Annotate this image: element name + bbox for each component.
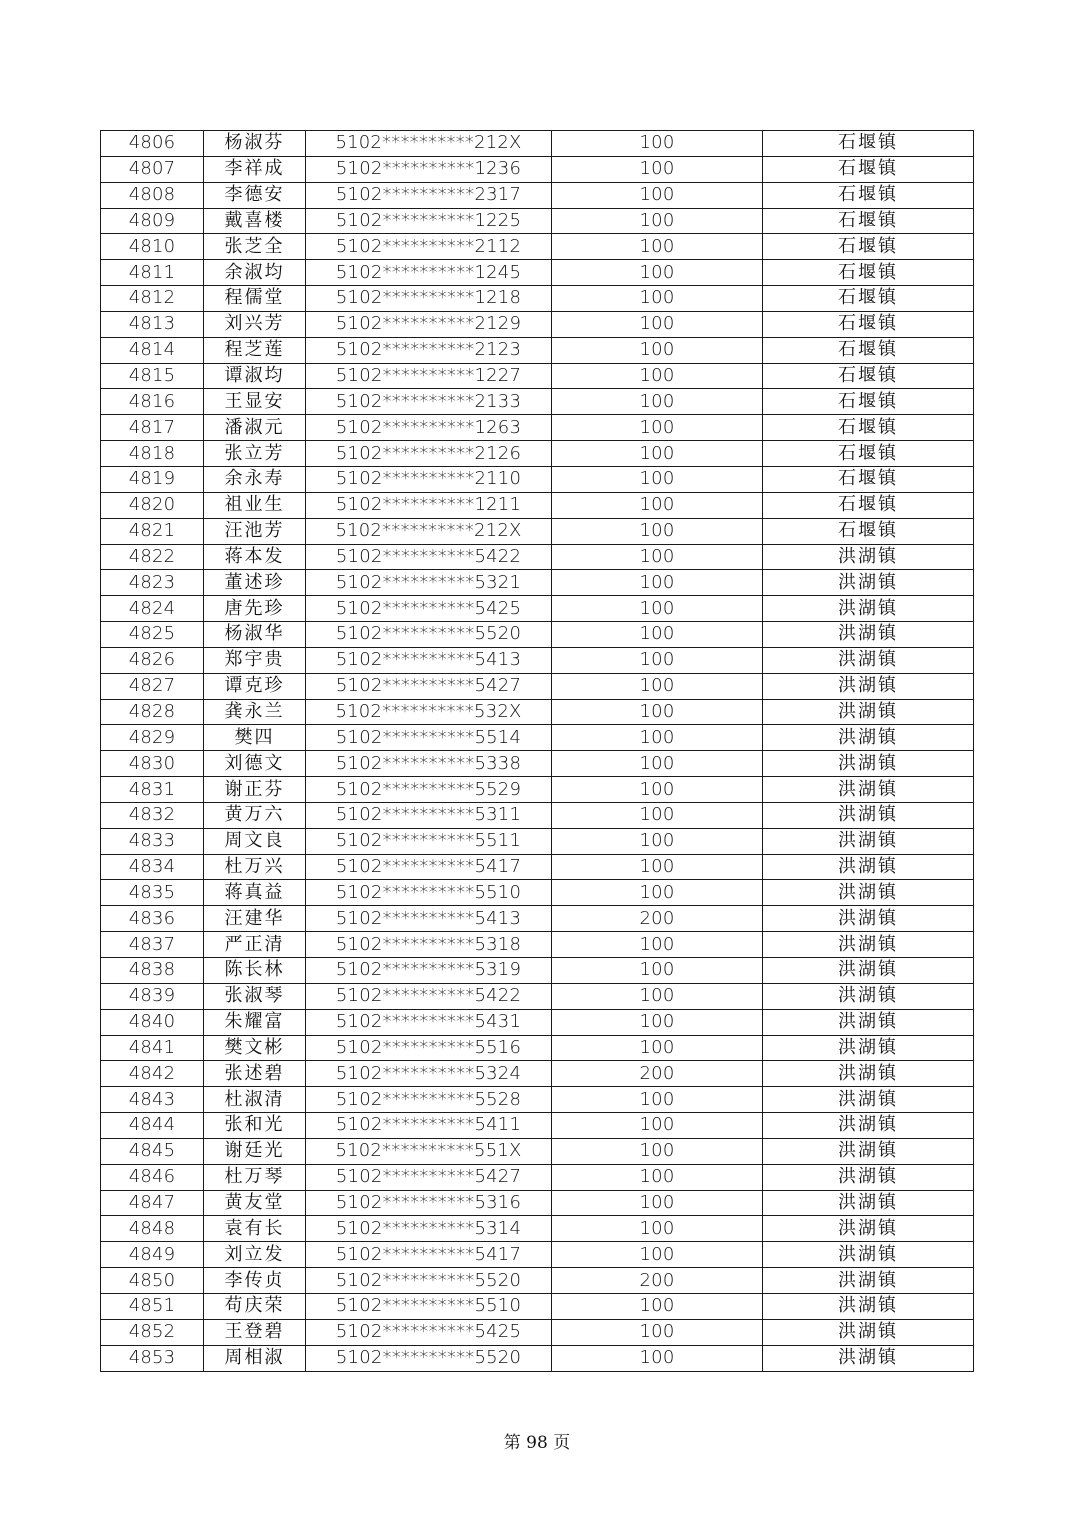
id-number-cell: 5102**********212X bbox=[306, 131, 552, 157]
id-number-cell: 5102**********5427 bbox=[306, 673, 552, 699]
town-cell: 洪湖镇 bbox=[763, 906, 974, 932]
amount-cell: 100 bbox=[552, 1345, 763, 1371]
amount-cell: 100 bbox=[552, 622, 763, 648]
table-row bbox=[101, 1009, 974, 1035]
town-cell: 洪湖镇 bbox=[763, 1190, 974, 1216]
town-cell: 石堰镇 bbox=[763, 156, 974, 182]
person-name-cell: 刘立发 bbox=[204, 1242, 306, 1268]
amount-cell: 100 bbox=[552, 983, 763, 1009]
id-number-cell: 5102**********5324 bbox=[306, 1061, 552, 1087]
table-row bbox=[101, 234, 974, 260]
table-row bbox=[101, 441, 974, 467]
row-number-cell: 4831 bbox=[101, 777, 204, 803]
person-name-cell: 张立芳 bbox=[204, 441, 306, 467]
person-name-cell: 王显安 bbox=[204, 389, 306, 415]
amount-cell: 100 bbox=[552, 880, 763, 906]
id-number-cell: 5102**********2129 bbox=[306, 311, 552, 337]
row-number-cell: 4826 bbox=[101, 647, 204, 673]
roster-table-body bbox=[101, 131, 974, 1372]
row-number-cell: 4848 bbox=[101, 1216, 204, 1242]
amount-cell: 100 bbox=[552, 751, 763, 777]
town-cell: 洪湖镇 bbox=[763, 1293, 974, 1319]
row-number-cell: 4820 bbox=[101, 492, 204, 518]
row-number-cell: 4832 bbox=[101, 802, 204, 828]
id-number-cell: 5102**********5422 bbox=[306, 544, 552, 570]
id-number-cell: 5102**********1236 bbox=[306, 156, 552, 182]
row-number-cell: 4840 bbox=[101, 1009, 204, 1035]
table-row bbox=[101, 596, 974, 622]
amount-cell: 100 bbox=[552, 725, 763, 751]
person-name-cell: 樊文彬 bbox=[204, 1035, 306, 1061]
id-number-cell: 5102**********212X bbox=[306, 518, 552, 544]
amount-cell: 100 bbox=[552, 570, 763, 596]
table-row bbox=[101, 1190, 974, 1216]
town-cell: 石堰镇 bbox=[763, 389, 974, 415]
id-number-cell: 5102**********5411 bbox=[306, 1113, 552, 1139]
town-cell: 洪湖镇 bbox=[763, 958, 974, 984]
table-row bbox=[101, 518, 974, 544]
amount-cell: 100 bbox=[552, 1319, 763, 1345]
person-name-cell: 袁有长 bbox=[204, 1216, 306, 1242]
amount-cell: 200 bbox=[552, 1061, 763, 1087]
amount-cell: 100 bbox=[552, 828, 763, 854]
town-cell: 石堰镇 bbox=[763, 131, 974, 157]
table-row bbox=[101, 1061, 974, 1087]
row-number-cell: 4812 bbox=[101, 286, 204, 312]
amount-cell: 100 bbox=[552, 958, 763, 984]
person-name-cell: 杜万兴 bbox=[204, 854, 306, 880]
amount-cell: 100 bbox=[552, 1242, 763, 1268]
id-number-cell: 5102**********2126 bbox=[306, 441, 552, 467]
person-name-cell: 陈长林 bbox=[204, 958, 306, 984]
amount-cell: 100 bbox=[552, 854, 763, 880]
amount-cell: 100 bbox=[552, 544, 763, 570]
table-row bbox=[101, 699, 974, 725]
amount-cell: 100 bbox=[552, 286, 763, 312]
person-name-cell: 朱耀富 bbox=[204, 1009, 306, 1035]
id-number-cell: 5102**********1218 bbox=[306, 286, 552, 312]
table-row bbox=[101, 311, 974, 337]
row-number-cell: 4817 bbox=[101, 415, 204, 441]
row-number-cell: 4833 bbox=[101, 828, 204, 854]
id-number-cell: 5102**********5413 bbox=[306, 647, 552, 673]
id-number-cell: 5102**********5413 bbox=[306, 906, 552, 932]
amount-cell: 100 bbox=[552, 441, 763, 467]
id-number-cell: 5102**********5311 bbox=[306, 802, 552, 828]
person-name-cell: 黄万六 bbox=[204, 802, 306, 828]
row-number-cell: 4810 bbox=[101, 234, 204, 260]
row-number-cell: 4808 bbox=[101, 182, 204, 208]
person-name-cell: 谢廷光 bbox=[204, 1138, 306, 1164]
person-name-cell: 张和光 bbox=[204, 1113, 306, 1139]
row-number-cell: 4838 bbox=[101, 958, 204, 984]
person-name-cell: 祖业生 bbox=[204, 492, 306, 518]
amount-cell: 100 bbox=[552, 1164, 763, 1190]
row-number-cell: 4849 bbox=[101, 1242, 204, 1268]
row-number-cell: 4839 bbox=[101, 983, 204, 1009]
amount-cell: 100 bbox=[552, 699, 763, 725]
town-cell: 石堰镇 bbox=[763, 518, 974, 544]
id-number-cell: 5102**********5510 bbox=[306, 880, 552, 906]
person-name-cell: 谭淑均 bbox=[204, 363, 306, 389]
row-number-cell: 4821 bbox=[101, 518, 204, 544]
amount-cell: 100 bbox=[552, 1190, 763, 1216]
town-cell: 洪湖镇 bbox=[763, 622, 974, 648]
town-cell: 洪湖镇 bbox=[763, 802, 974, 828]
table-row bbox=[101, 828, 974, 854]
id-number-cell: 5102**********1211 bbox=[306, 492, 552, 518]
amount-cell: 100 bbox=[552, 234, 763, 260]
id-number-cell: 5102**********5516 bbox=[306, 1035, 552, 1061]
person-name-cell: 苟庆荣 bbox=[204, 1293, 306, 1319]
town-cell: 石堰镇 bbox=[763, 182, 974, 208]
table-row bbox=[101, 1293, 974, 1319]
id-number-cell: 5102**********5417 bbox=[306, 854, 552, 880]
row-number-cell: 4827 bbox=[101, 673, 204, 699]
amount-cell: 100 bbox=[552, 363, 763, 389]
amount-cell: 100 bbox=[552, 492, 763, 518]
town-cell: 石堰镇 bbox=[763, 234, 974, 260]
row-number-cell: 4845 bbox=[101, 1138, 204, 1164]
town-cell: 石堰镇 bbox=[763, 466, 974, 492]
amount-cell: 100 bbox=[552, 1087, 763, 1113]
row-number-cell: 4828 bbox=[101, 699, 204, 725]
row-number-cell: 4834 bbox=[101, 854, 204, 880]
id-number-cell: 5102**********2133 bbox=[306, 389, 552, 415]
person-name-cell: 龚永兰 bbox=[204, 699, 306, 725]
person-name-cell: 蒋真益 bbox=[204, 880, 306, 906]
amount-cell: 100 bbox=[552, 673, 763, 699]
town-cell: 洪湖镇 bbox=[763, 828, 974, 854]
table-row bbox=[101, 906, 974, 932]
person-name-cell: 汪池芳 bbox=[204, 518, 306, 544]
town-cell: 洪湖镇 bbox=[763, 725, 974, 751]
town-cell: 洪湖镇 bbox=[763, 1035, 974, 1061]
id-number-cell: 5102**********5319 bbox=[306, 958, 552, 984]
table-row bbox=[101, 983, 974, 1009]
town-cell: 洪湖镇 bbox=[763, 932, 974, 958]
table-row bbox=[101, 725, 974, 751]
row-number-cell: 4809 bbox=[101, 208, 204, 234]
row-number-cell: 4842 bbox=[101, 1061, 204, 1087]
table-row bbox=[101, 777, 974, 803]
amount-cell: 100 bbox=[552, 518, 763, 544]
row-number-cell: 4850 bbox=[101, 1268, 204, 1294]
id-number-cell: 5102**********5431 bbox=[306, 1009, 552, 1035]
amount-cell: 100 bbox=[552, 1293, 763, 1319]
person-name-cell: 潘淑元 bbox=[204, 415, 306, 441]
id-number-cell: 5102**********5338 bbox=[306, 751, 552, 777]
person-name-cell: 郑宇贵 bbox=[204, 647, 306, 673]
row-number-cell: 4823 bbox=[101, 570, 204, 596]
row-number-cell: 4846 bbox=[101, 1164, 204, 1190]
town-cell: 石堰镇 bbox=[763, 415, 974, 441]
id-number-cell: 5102**********2112 bbox=[306, 234, 552, 260]
table-row bbox=[101, 1113, 974, 1139]
town-cell: 洪湖镇 bbox=[763, 544, 974, 570]
town-cell: 洪湖镇 bbox=[763, 777, 974, 803]
table-row bbox=[101, 1138, 974, 1164]
person-name-cell: 汪建华 bbox=[204, 906, 306, 932]
amount-cell: 100 bbox=[552, 1009, 763, 1035]
town-cell: 洪湖镇 bbox=[763, 1319, 974, 1345]
person-name-cell: 程芝莲 bbox=[204, 337, 306, 363]
amount-cell: 100 bbox=[552, 596, 763, 622]
row-number-cell: 4822 bbox=[101, 544, 204, 570]
table-row bbox=[101, 1345, 974, 1371]
amount-cell: 100 bbox=[552, 1113, 763, 1139]
table-row bbox=[101, 260, 974, 286]
town-cell: 洪湖镇 bbox=[763, 1268, 974, 1294]
town-cell: 洪湖镇 bbox=[763, 1009, 974, 1035]
person-name-cell: 戴喜楼 bbox=[204, 208, 306, 234]
table-row bbox=[101, 286, 974, 312]
town-cell: 洪湖镇 bbox=[763, 1061, 974, 1087]
town-cell: 石堰镇 bbox=[763, 441, 974, 467]
id-number-cell: 5102**********1263 bbox=[306, 415, 552, 441]
person-name-cell: 樊四 bbox=[204, 725, 306, 751]
amount-cell: 100 bbox=[552, 337, 763, 363]
person-name-cell: 张芝全 bbox=[204, 234, 306, 260]
row-number-cell: 4807 bbox=[101, 156, 204, 182]
table-row bbox=[101, 1319, 974, 1345]
id-number-cell: 5102**********5529 bbox=[306, 777, 552, 803]
row-number-cell: 4835 bbox=[101, 880, 204, 906]
person-name-cell: 唐先珍 bbox=[204, 596, 306, 622]
town-cell: 石堰镇 bbox=[763, 337, 974, 363]
id-number-cell: 5102**********5425 bbox=[306, 1319, 552, 1345]
amount-cell: 200 bbox=[552, 1268, 763, 1294]
person-name-cell: 蒋本发 bbox=[204, 544, 306, 570]
row-number-cell: 4853 bbox=[101, 1345, 204, 1371]
person-name-cell: 李祥成 bbox=[204, 156, 306, 182]
row-number-cell: 4824 bbox=[101, 596, 204, 622]
person-name-cell: 严正清 bbox=[204, 932, 306, 958]
amount-cell: 100 bbox=[552, 389, 763, 415]
person-name-cell: 余淑均 bbox=[204, 260, 306, 286]
amount-cell: 100 bbox=[552, 1138, 763, 1164]
town-cell: 洪湖镇 bbox=[763, 596, 974, 622]
id-number-cell: 5102**********1227 bbox=[306, 363, 552, 389]
id-number-cell: 5102**********5425 bbox=[306, 596, 552, 622]
row-number-cell: 4851 bbox=[101, 1293, 204, 1319]
town-cell: 洪湖镇 bbox=[763, 673, 974, 699]
page-number: 第 98 页 bbox=[503, 1433, 571, 1453]
person-name-cell: 杜万琴 bbox=[204, 1164, 306, 1190]
table-row bbox=[101, 1216, 974, 1242]
table-row bbox=[101, 415, 974, 441]
table-row bbox=[101, 1164, 974, 1190]
table-row bbox=[101, 932, 974, 958]
town-cell: 石堰镇 bbox=[763, 260, 974, 286]
id-number-cell: 5102**********532X bbox=[306, 699, 552, 725]
row-number-cell: 4814 bbox=[101, 337, 204, 363]
id-number-cell: 5102**********5427 bbox=[306, 1164, 552, 1190]
row-number-cell: 4811 bbox=[101, 260, 204, 286]
person-name-cell: 刘德文 bbox=[204, 751, 306, 777]
table-row bbox=[101, 337, 974, 363]
table-row bbox=[101, 647, 974, 673]
town-cell: 洪湖镇 bbox=[763, 647, 974, 673]
town-cell: 洪湖镇 bbox=[763, 1113, 974, 1139]
subsidy-roster-table bbox=[100, 130, 974, 1372]
row-number-cell: 4852 bbox=[101, 1319, 204, 1345]
person-name-cell: 程儒堂 bbox=[204, 286, 306, 312]
id-number-cell: 5102**********5314 bbox=[306, 1216, 552, 1242]
id-number-cell: 5102**********2317 bbox=[306, 182, 552, 208]
id-number-cell: 5102**********5321 bbox=[306, 570, 552, 596]
person-name-cell: 杨淑芬 bbox=[204, 131, 306, 157]
town-cell: 洪湖镇 bbox=[763, 1087, 974, 1113]
id-number-cell: 5102**********5520 bbox=[306, 622, 552, 648]
table-row bbox=[101, 673, 974, 699]
amount-cell: 100 bbox=[552, 208, 763, 234]
table-row bbox=[101, 208, 974, 234]
table-row bbox=[101, 854, 974, 880]
person-name-cell: 杜淑清 bbox=[204, 1087, 306, 1113]
id-number-cell: 5102**********5528 bbox=[306, 1087, 552, 1113]
row-number-cell: 4836 bbox=[101, 906, 204, 932]
table-row bbox=[101, 622, 974, 648]
row-number-cell: 4813 bbox=[101, 311, 204, 337]
id-number-cell: 5102**********5511 bbox=[306, 828, 552, 854]
id-number-cell: 5102**********5422 bbox=[306, 983, 552, 1009]
amount-cell: 100 bbox=[552, 802, 763, 828]
table-row bbox=[101, 466, 974, 492]
person-name-cell: 刘兴芳 bbox=[204, 311, 306, 337]
table-row bbox=[101, 1087, 974, 1113]
amount-cell: 100 bbox=[552, 1035, 763, 1061]
table-row bbox=[101, 1242, 974, 1268]
person-name-cell: 张淑琴 bbox=[204, 983, 306, 1009]
person-name-cell: 杨淑华 bbox=[204, 622, 306, 648]
person-name-cell: 李德安 bbox=[204, 182, 306, 208]
id-number-cell: 5102**********551X bbox=[306, 1138, 552, 1164]
amount-cell: 100 bbox=[552, 647, 763, 673]
amount-cell: 100 bbox=[552, 932, 763, 958]
town-cell: 洪湖镇 bbox=[763, 880, 974, 906]
town-cell: 石堰镇 bbox=[763, 208, 974, 234]
table-row bbox=[101, 156, 974, 182]
id-number-cell: 5102**********5520 bbox=[306, 1268, 552, 1294]
person-name-cell: 周文良 bbox=[204, 828, 306, 854]
person-name-cell: 谢正芬 bbox=[204, 777, 306, 803]
amount-cell: 100 bbox=[552, 260, 763, 286]
amount-cell: 200 bbox=[552, 906, 763, 932]
row-number-cell: 4844 bbox=[101, 1113, 204, 1139]
table-row bbox=[101, 1268, 974, 1294]
id-number-cell: 5102**********1225 bbox=[306, 208, 552, 234]
id-number-cell: 5102**********5417 bbox=[306, 1242, 552, 1268]
person-name-cell: 张述碧 bbox=[204, 1061, 306, 1087]
person-name-cell: 谭克珍 bbox=[204, 673, 306, 699]
town-cell: 洪湖镇 bbox=[763, 983, 974, 1009]
table-row bbox=[101, 570, 974, 596]
town-cell: 洪湖镇 bbox=[763, 1242, 974, 1268]
row-number-cell: 4837 bbox=[101, 932, 204, 958]
person-name-cell: 周相淑 bbox=[204, 1345, 306, 1371]
amount-cell: 100 bbox=[552, 311, 763, 337]
id-number-cell: 5102**********5316 bbox=[306, 1190, 552, 1216]
amount-cell: 100 bbox=[552, 131, 763, 157]
town-cell: 石堰镇 bbox=[763, 363, 974, 389]
amount-cell: 100 bbox=[552, 182, 763, 208]
table-row bbox=[101, 802, 974, 828]
id-number-cell: 5102**********5510 bbox=[306, 1293, 552, 1319]
town-cell: 石堰镇 bbox=[763, 492, 974, 518]
table-row bbox=[101, 958, 974, 984]
id-number-cell: 5102**********2110 bbox=[306, 466, 552, 492]
amount-cell: 100 bbox=[552, 777, 763, 803]
row-number-cell: 4843 bbox=[101, 1087, 204, 1113]
id-number-cell: 5102**********5520 bbox=[306, 1345, 552, 1371]
table-row bbox=[101, 880, 974, 906]
id-number-cell: 5102**********5318 bbox=[306, 932, 552, 958]
town-cell: 洪湖镇 bbox=[763, 570, 974, 596]
row-number-cell: 4830 bbox=[101, 751, 204, 777]
table-row bbox=[101, 544, 974, 570]
town-cell: 洪湖镇 bbox=[763, 1138, 974, 1164]
person-name-cell: 余永寿 bbox=[204, 466, 306, 492]
town-cell: 石堰镇 bbox=[763, 286, 974, 312]
town-cell: 洪湖镇 bbox=[763, 1216, 974, 1242]
row-number-cell: 4806 bbox=[101, 131, 204, 157]
table-row bbox=[101, 182, 974, 208]
table-row bbox=[101, 363, 974, 389]
town-cell: 洪湖镇 bbox=[763, 1164, 974, 1190]
person-name-cell: 王登碧 bbox=[204, 1319, 306, 1345]
row-number-cell: 4819 bbox=[101, 466, 204, 492]
table-row bbox=[101, 1035, 974, 1061]
id-number-cell: 5102**********5514 bbox=[306, 725, 552, 751]
row-number-cell: 4816 bbox=[101, 389, 204, 415]
table-row bbox=[101, 751, 974, 777]
person-name-cell: 黄友堂 bbox=[204, 1190, 306, 1216]
table-row bbox=[101, 492, 974, 518]
town-cell: 洪湖镇 bbox=[763, 1345, 974, 1371]
person-name-cell: 李传贞 bbox=[204, 1268, 306, 1294]
id-number-cell: 5102**********1245 bbox=[306, 260, 552, 286]
row-number-cell: 4841 bbox=[101, 1035, 204, 1061]
table-row bbox=[101, 389, 974, 415]
town-cell: 洪湖镇 bbox=[763, 854, 974, 880]
row-number-cell: 4818 bbox=[101, 441, 204, 467]
town-cell: 石堰镇 bbox=[763, 311, 974, 337]
row-number-cell: 4815 bbox=[101, 363, 204, 389]
person-name-cell: 董述珍 bbox=[204, 570, 306, 596]
town-cell: 洪湖镇 bbox=[763, 699, 974, 725]
row-number-cell: 4825 bbox=[101, 622, 204, 648]
row-number-cell: 4829 bbox=[101, 725, 204, 751]
id-number-cell: 5102**********2123 bbox=[306, 337, 552, 363]
amount-cell: 100 bbox=[552, 466, 763, 492]
amount-cell: 100 bbox=[552, 415, 763, 441]
row-number-cell: 4847 bbox=[101, 1190, 204, 1216]
amount-cell: 100 bbox=[552, 156, 763, 182]
table-row bbox=[101, 131, 974, 157]
town-cell: 洪湖镇 bbox=[763, 751, 974, 777]
amount-cell: 100 bbox=[552, 1216, 763, 1242]
